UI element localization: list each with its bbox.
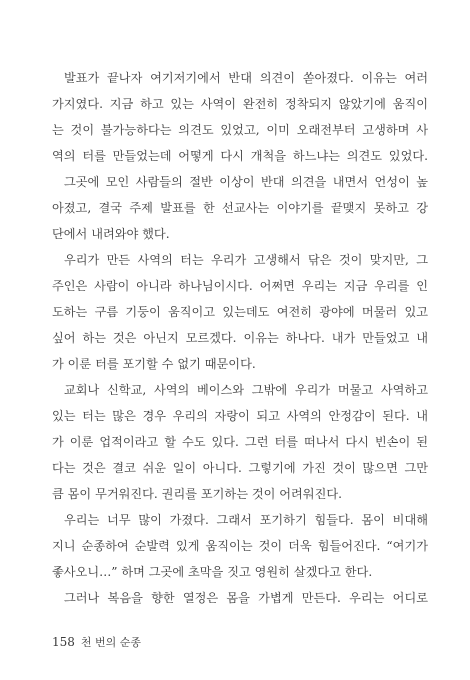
text-line: 발표가 끝나자 여기저기에서 반대 의견이 쏟아졌다. 이유는 여러 [64,71,428,85]
text-line: 싶어 하는 것은 아닌지 모르겠다. 이유는 하나다. 내가 만들었고 내 [52,331,428,345]
text-line: 지니 순종하여 순발력 있게 움직이는 것이 더욱 힘들어진다. “여기가 [52,539,428,553]
text-line: 우리가 만든 사역의 터는 우리가 고생해서 닦은 것이 맞지만, 그 [64,253,428,267]
text-line: 있는 터는 많은 경우 우리의 자랑이 되고 사역의 안정감이 된다. 내 [52,409,428,423]
text-line: 단에서 내려와야 했다. [52,227,170,241]
text-line: 가 이룬 터를 포기할 수 없기 때문이다. [52,357,256,371]
text-line: 좋사오니…” 하며 그곳에 초막을 짓고 영원히 살겠다고 한다. [52,565,373,579]
text-line: 도하는 구름 기둥이 움직이고 있는데도 여전히 광야에 머물러 있고 [52,305,428,319]
text-line: 큼 몸이 무거워진다. 권리를 포기하는 것이 어려워진다. [52,487,343,501]
text-line: 역의 터를 만들었는데 어떻게 다시 개척을 하느냐는 의견도 있었다. [52,149,428,163]
text-line: 주인은 사람이 아니라 하나님이시다. 어쩌면 우리는 지금 우리를 인 [52,279,428,293]
text-line: 가지였다. 지금 하고 있는 사역이 완전히 정착되지 않았기에 움직이 [52,97,428,111]
running-title: 천 번의 순종 [80,636,142,649]
page-number: 158 [52,635,75,649]
text-line: 그러나 복음을 향한 열정은 몸을 가볍게 만든다. 우리는 어디로 [64,591,428,605]
text-line: 아졌고, 결국 주제 발표를 한 선교사는 이야기를 끝맺지 못하고 강 [52,201,428,215]
text-line: 교회나 신학교, 사역의 베이스와 그밖에 우리가 머물고 사역하고 [64,383,428,397]
text-line: 가 이룬 업적이라고 할 수도 있다. 그런 터를 떠나서 다시 빈손이 된 [52,435,428,449]
page-footer [52,635,141,650]
text-line: 그곳에 모인 사람들의 절반 이상이 반대 의견을 내면서 언성이 높 [64,175,428,189]
text-line: 우리는 너무 많이 가졌다. 그래서 포기하기 힘들다. 몸이 비대해 [64,513,428,527]
text-line: 는 것이 불가능하다는 의견도 있었고, 이미 오래전부터 고생하며 사 [52,123,428,137]
text-line: 다는 것은 결코 쉬운 일이 아니다. 그렇기에 가진 것이 많으면 그만 [52,461,428,475]
